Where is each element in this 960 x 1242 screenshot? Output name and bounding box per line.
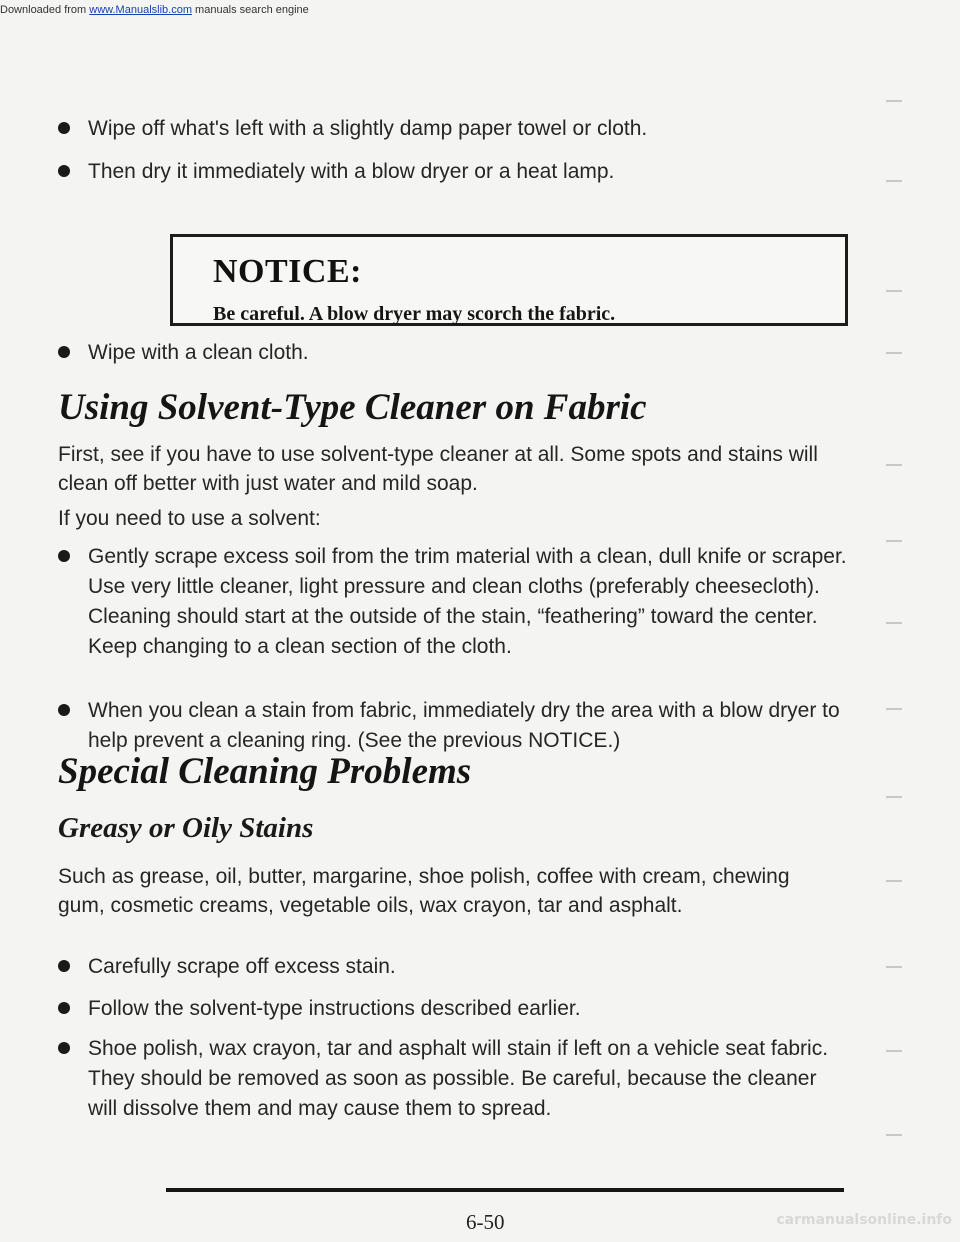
edge-mark [886,966,902,968]
download-banner [0,0,960,20]
bullet-text: Wipe with a clean cloth. [88,341,309,364]
edge-mark [886,622,902,624]
bullet-text: Then dry it immediately with a blow dryer or a heat lamp. [88,160,615,183]
edge-mark [886,880,902,882]
footer-rule [166,1188,844,1192]
section-heading-solvent: Using Solvent-Type Cleaner on Fabric [58,387,647,428]
solvent-intro-paragraph: First, see if you have to use solvent-type cleaner at all. Some spots and stains will clean off better with just water and mild soap. [58,443,818,495]
solvent-lead-paragraph: If you need to use a solvent: [58,507,321,530]
bullet-icon [58,550,70,562]
notice-body: Be careful. A blow dryer may scorch the fabric. [213,303,616,325]
bullet-item [58,338,848,368]
bullet-item [58,1034,848,1124]
edge-mark [886,708,902,710]
banner-prefix: Downloaded from [0,4,87,16]
bullet-item [58,114,848,144]
watermark-brand: carmanualsonline.info [776,1212,952,1228]
bullet-text: Shoe polish, wax crayon, tar and asphalt will stain if left on a vehicle seat fabric. They should be removed as soon as possible. Be careful, because the cleaner will dissolve them and may cause them to spread. [88,1037,829,1120]
greasy-intro-paragraph: Such as grease, oil, butter, margarine, shoe polish, coffee with cream, chewing gum, cosmetic creams, vegetable oils, wax crayon, tar and asphalt. [58,865,790,917]
bullet-item [58,542,848,662]
edge-mark [886,290,902,292]
bullet-icon [58,960,70,972]
bullet-item [58,994,848,1024]
edge-mark [886,540,902,542]
edge-mark [886,100,902,102]
bullet-icon [58,1002,70,1014]
notice-title: NOTICE: [213,253,362,290]
edge-mark [886,352,902,354]
bullet-text: Gently scrape excess soil from the trim material with a clean, dull knife or scraper. Use very little cleaner, light pressure and clean cloths (preferably cheesecloth). Cleaning should start at the outside of the stain, “feathering” toward the center. Keep changing to a clean section of the cloth. [88,545,847,658]
bullet-icon [58,165,70,177]
edge-mark [886,180,902,182]
edge-mark [886,1050,902,1052]
bullet-item [58,952,848,982]
bullet-icon [58,1042,70,1054]
bullet-text: When you clean a stain from fabric, immediately dry the area with a blow dryer to help prevent a cleaning ring. (See the previous NOTICE.) [88,699,840,752]
banner-suffix: manuals search engine [195,4,309,16]
section-heading-special: Special Cleaning Problems [58,751,472,792]
bullet-icon [58,122,70,134]
edge-mark [886,796,902,798]
edge-mark [886,464,902,466]
notice-box [170,234,848,326]
manualslib-link[interactable]: www.Manualslib.com [89,4,192,16]
subheading-greasy-stains: Greasy or Oily Stains [58,812,314,844]
bullet-text: Follow the solvent-type instructions described earlier. [88,997,581,1020]
bullet-text: Carefully scrape off excess stain. [88,955,396,978]
page-number: 6-50 [466,1210,505,1234]
bullet-icon [58,704,70,716]
bullet-icon [58,346,70,358]
edge-mark [886,1134,902,1136]
bullet-item [58,157,848,187]
bullet-item [58,696,848,756]
bullet-text: Wipe off what's left with a slightly damp paper towel or cloth. [88,117,648,140]
